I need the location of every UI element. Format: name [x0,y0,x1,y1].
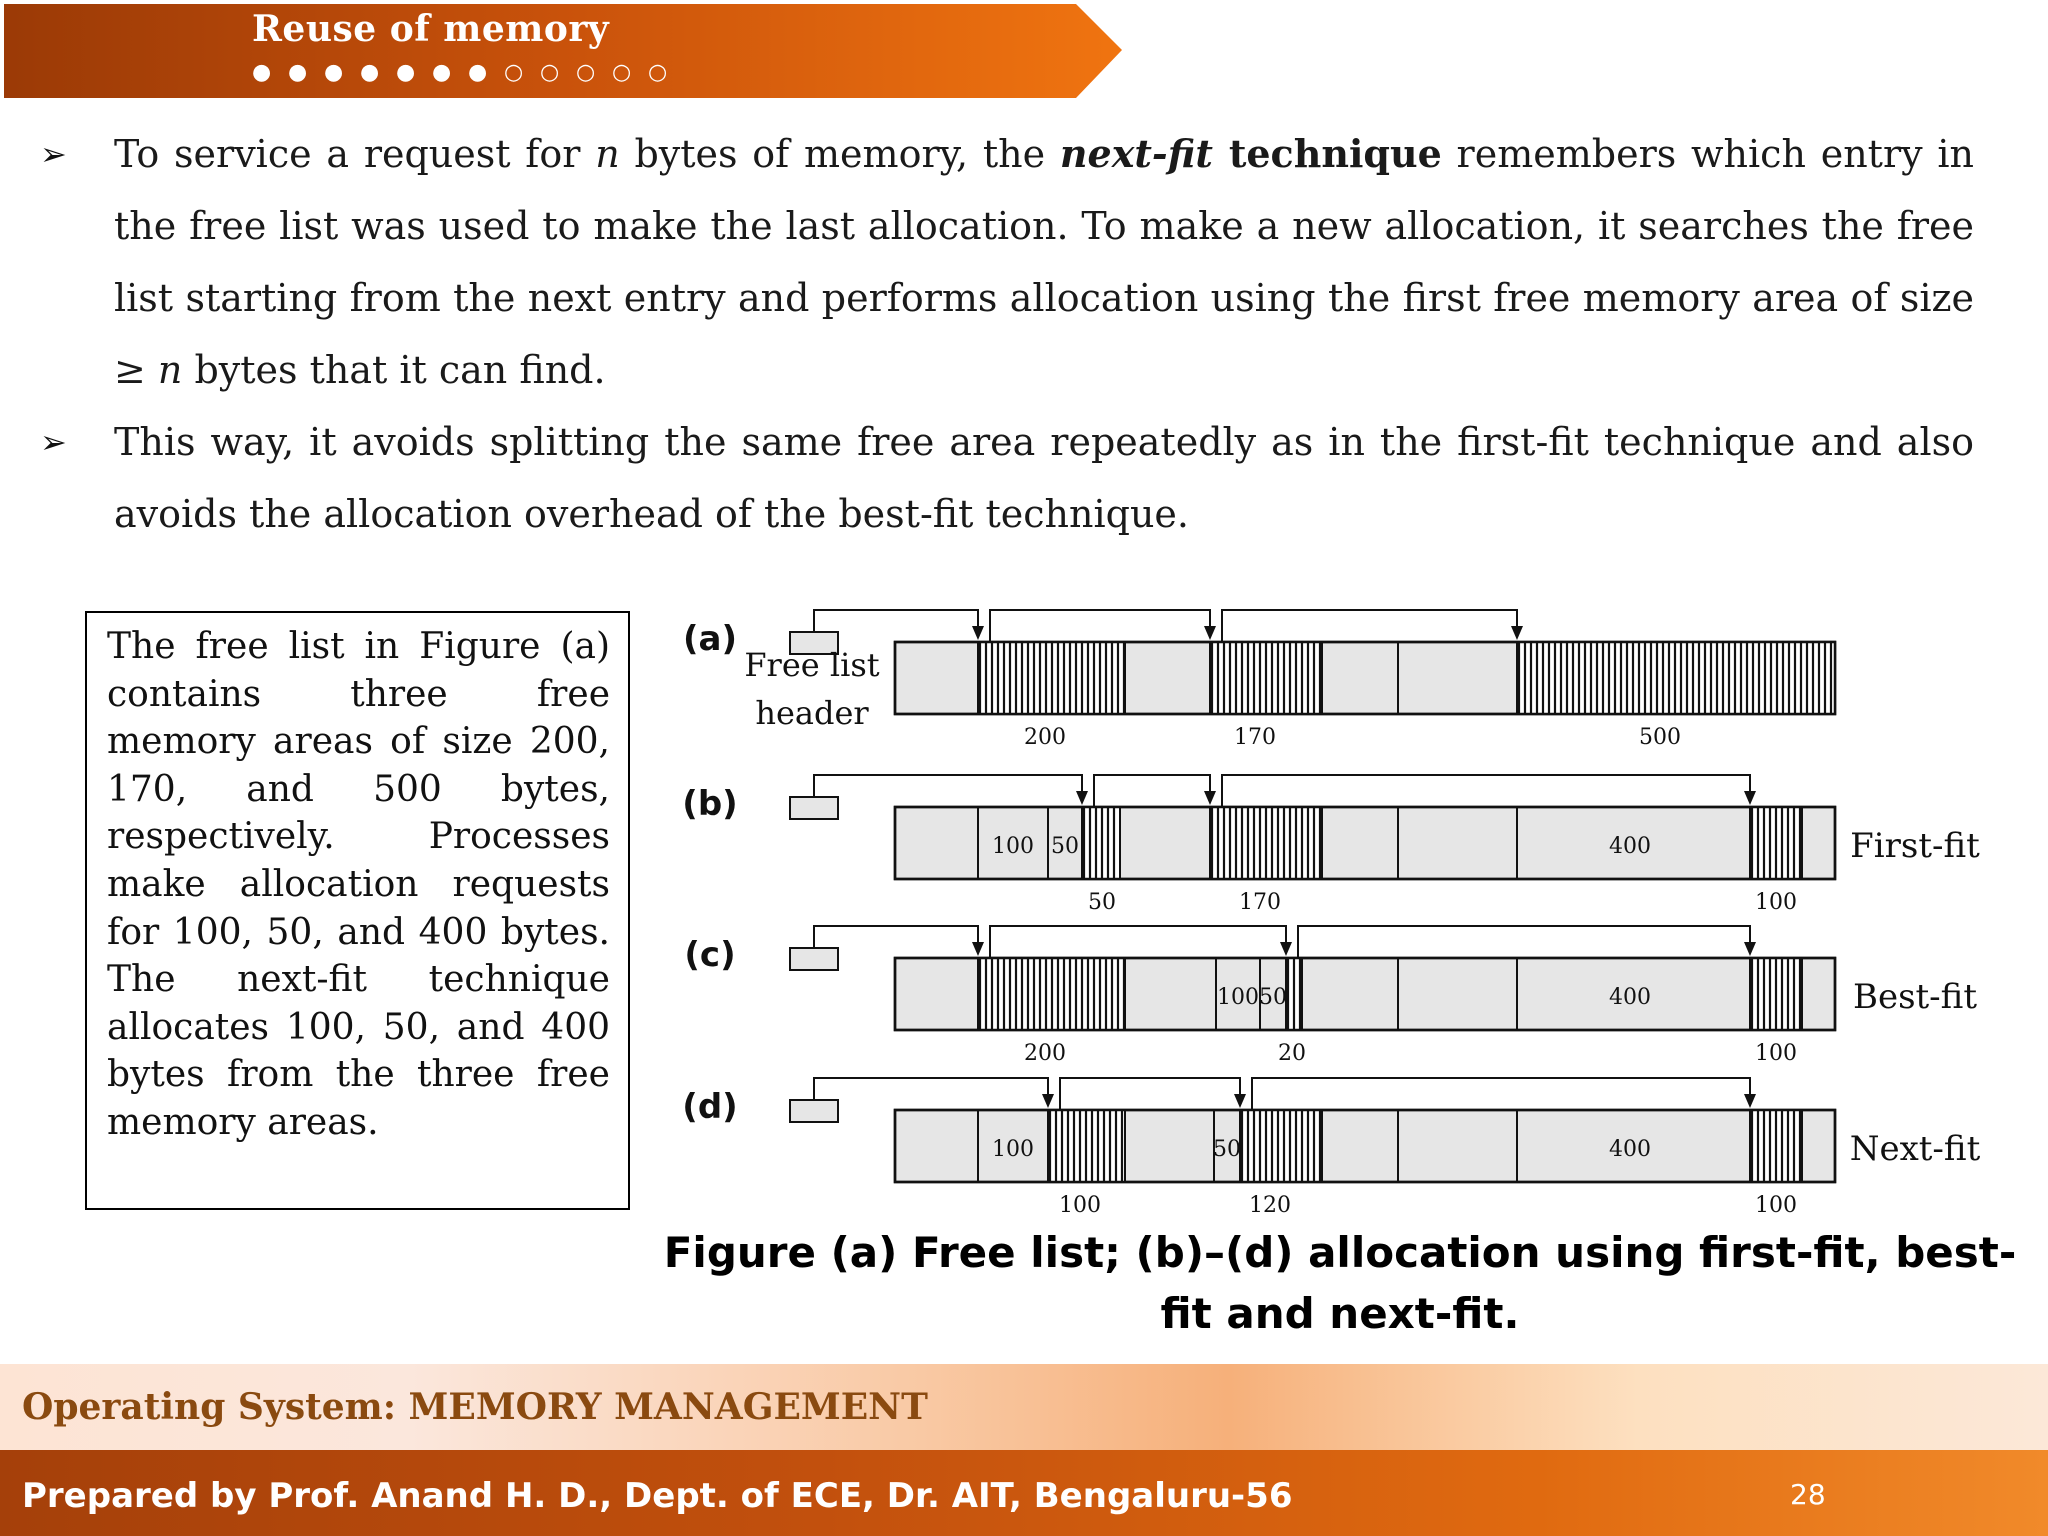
progress-dot-filled: ● [324,60,344,85]
area-size-label: 400 [1609,1137,1651,1162]
panel-label: (b) [682,784,738,824]
figure-diagram [670,580,2020,1218]
free-area-size-label: 100 [1755,1193,1797,1218]
text-run: bytes of memory, the [619,132,1060,176]
free-list-pointer [1222,775,1750,807]
course-title: Operating System: MEMORY MANAGEMENT [22,1386,928,1428]
free-area-size-label: 100 [1755,890,1797,915]
free-area-size-label: 20 [1278,1041,1306,1066]
progress-dot-filled: ● [360,60,380,85]
free-area-size-label: 50 [1088,890,1116,915]
progress-dot-empty: ○ [504,60,524,85]
free-list-header-label: Free list [744,646,880,684]
bullet-list [40,118,2000,550]
technique-label: Best-fit [1852,977,1978,1017]
free-area-size-label: 100 [1059,1193,1101,1218]
progress-dot-empty: ○ [540,60,560,85]
area-size-label: 100 [992,1137,1034,1162]
pointer-arrowhead [1744,1094,1756,1108]
free-area-size-label: 100 [1755,1041,1797,1066]
technique-label: Next-fit [1849,1129,1981,1169]
allocated-area [1240,1110,1322,1182]
explanation-text: The free list in Figure (a) contains three free memory areas of size 200, 170, and 500 bytes, respectively. Processes make allocation requests for 100, 50, and 400 bytes. The next-fit technique allocates 100, 50, and 400 bytes from the three free memory areas. [107,626,610,1143]
progress-dot-filled: ● [468,60,488,85]
progress-dot-filled: ● [288,60,308,85]
pointer-arrowhead [1076,791,1088,805]
progress-dot-filled: ● [396,60,416,85]
progress-dot-filled: ● [432,60,452,85]
pointer-arrowhead [972,942,984,956]
course-bar [0,1364,2048,1450]
free-list-header-box [790,797,838,819]
pointer-arrowhead [1042,1094,1054,1108]
bullet-text [114,118,1974,406]
free-area-size-label: 200 [1024,725,1066,750]
free-area-size-label: 120 [1249,1193,1291,1218]
free-list-pointer [1060,1078,1240,1110]
title-banner [0,0,1124,100]
free-list-pointer [814,775,1082,797]
bullet-text: This way, it avoids splitting the same free area repeatedly as in the first-fit technique and also avoids the allocation overhead of the best-fit technique. [114,420,1974,536]
pointer-arrowhead [1744,942,1756,956]
area-size-label: 100 [992,834,1034,859]
panel-label: (a) [682,619,738,659]
arrow-bullet-icon: ➢ [40,423,67,461]
panel-label: (c) [684,935,736,975]
free-area-size-label: 170 [1234,725,1276,750]
pointer-arrowhead [1280,942,1292,956]
free-area-size-label: 200 [1024,1041,1066,1066]
text-run: bytes that it can find. [182,348,606,392]
free-list-pointer [814,926,978,948]
memory-allocation-figure [670,580,2020,1218]
bullet-item [40,406,2000,550]
memory-bar [895,807,1835,879]
bullet-item [40,118,2000,406]
variable-n: n [157,348,183,392]
progress-dot-filled: ● [252,60,272,85]
emphasis-technique: technique [1212,131,1442,176]
variable-n: n [595,132,620,176]
memory-bar [895,1110,1835,1182]
panel-label: (d) [682,1087,738,1127]
emphasis-next-fit: next-fit [1059,131,1213,176]
text-run: remembers which entry in the free list was used to make the last allocation. To make a new allocation, it searches the free list starting from the next entry and performs allocation using the first free memory area of size ≥ [114,132,1974,392]
free-list-pointer [1094,775,1210,807]
pointer-arrowhead [1204,791,1216,805]
progress-dot-empty: ○ [612,60,632,85]
arrow-bullet-icon: ➢ [40,135,67,173]
area-size-label: 50 [1259,985,1287,1010]
free-area-size-label: 500 [1639,725,1681,750]
free-area-size-label: 170 [1239,890,1281,915]
author-credit: Prepared by Prof. Anand H. D., Dept. of ECE, Dr. AIT, Bengaluru-56 [22,1476,1293,1516]
free-list-pointer [990,610,1210,642]
free-list-pointer [814,610,978,632]
progress-dots [252,62,684,84]
area-size-label: 100 [1217,985,1259,1010]
pointer-arrowhead [1204,626,1216,640]
free-list-pointer [990,926,1286,958]
progress-dot-empty: ○ [576,60,596,85]
page-number: 28 [1790,1478,1826,1511]
free-list-pointer [1222,610,1517,642]
area-size-label: 400 [1609,985,1651,1010]
explanation-box [85,611,630,1210]
progress-dot-empty: ○ [648,60,668,85]
free-list-pointer [1298,926,1750,958]
area-size-label: 400 [1609,834,1651,859]
pointer-arrowhead [1234,1094,1246,1108]
author-bar [0,1450,2048,1536]
pointer-arrowhead [972,626,984,640]
area-size-label: 50 [1051,834,1079,859]
free-list-pointer [814,1078,1048,1100]
area-size-label: 50 [1213,1137,1241,1162]
pointer-arrowhead [1744,791,1756,805]
free-list-header-label: header [755,694,869,732]
slide-title: Reuse of memory [252,8,610,50]
figure-caption: Figure (a) Free list; (b)–(d) allocation using first-fit, best-fit and next-fit. [663,1228,2017,1338]
free-list-pointer [1252,1078,1750,1110]
free-list-header-box [790,1100,838,1122]
text-run: To service a request for [114,132,596,176]
pointer-arrowhead [1511,626,1523,640]
free-list-header-box [790,948,838,970]
technique-label: First-fit [1850,826,1980,866]
